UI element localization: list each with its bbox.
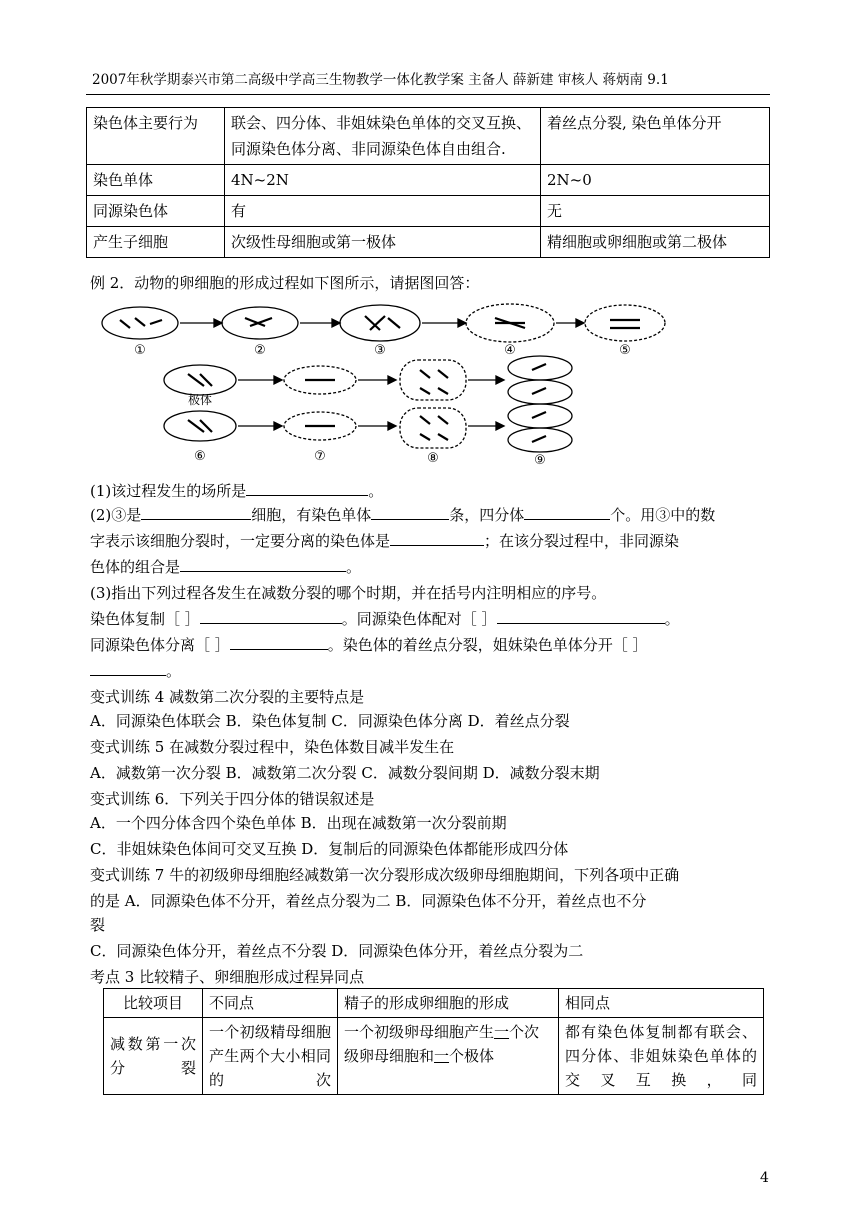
diagram-label: ①	[134, 343, 146, 358]
diagram-label: ⑤	[619, 343, 631, 358]
page-header: 2007年秋学期泰兴市第二高级中学高三生物教学一体化教学案 主备人 薛新建 审核人 蒋炳南 9.1	[92, 72, 669, 88]
variant-7-options: C．同源染色体分开，着丝点不分裂 D．同源染色体分开，着丝点分裂为二	[90, 942, 584, 960]
table-cell: 有	[225, 196, 541, 227]
answer-blank[interactable]	[141, 505, 251, 520]
answer-blank[interactable]	[90, 661, 166, 676]
variant-7-cont: 的是 A．同源染色体不分开，着丝点分裂为二 B．同源染色体不分开，着丝点也不分	[90, 892, 647, 910]
answer-blank[interactable]	[524, 505, 610, 520]
variant-7: 变式训练 7 牛的初级卵母细胞经减数第一次分裂形成次级卵母细胞期间，下列各项中正确	[90, 866, 680, 884]
answer-blank[interactable]	[180, 557, 346, 572]
table-cell: 同源染色体	[87, 196, 225, 227]
diagram-label: ⑧	[427, 451, 439, 466]
variant-6-options: A．一个四分体含四个染色单体 B．出现在减数第一次分裂前期	[90, 814, 507, 832]
table-row	[87, 196, 770, 227]
diagram-label: ⑦	[314, 449, 326, 464]
table-cell: 联会、四分体、非姐妹染色单体的交叉互换、同源染色体分离、非同源染色体自由组合.	[225, 108, 541, 165]
diagram-label: ④	[504, 343, 516, 358]
answer-blank[interactable]	[200, 609, 342, 624]
header-rule	[86, 94, 770, 95]
table-row	[104, 1018, 764, 1095]
table-row	[87, 165, 770, 196]
table-row	[87, 108, 770, 165]
variant-5: 变式训练 5 在减数分裂过程中，染色体数目减半发生在	[90, 738, 455, 756]
variant-7-cont: 裂	[90, 916, 106, 934]
table-cell: 精细胞或卵细胞或第二极体	[541, 227, 770, 258]
table-row	[87, 227, 770, 258]
question-text: 条，四分体	[449, 506, 525, 524]
answer-blank[interactable]	[246, 481, 368, 496]
table-cell: 染色体主要行为	[87, 108, 225, 165]
table-cell: 一个初级卵母细胞产生一个次级卵母细胞和一个极体	[338, 1018, 559, 1095]
oogenesis-diagram	[100, 298, 680, 468]
table-header: 相同点	[559, 989, 764, 1018]
variant-4-options: A．同源染色体联会 B．染色体复制 C．同源染色体分离 D．着丝点分裂	[90, 712, 570, 730]
answer-blank[interactable]	[371, 505, 449, 520]
table-header: 精子的形成卵细胞的形成	[338, 989, 559, 1018]
variant-4: 变式训练 4 减数第二次分裂的主要特点是	[90, 688, 365, 706]
question-text: 。同源染色体配对［ ］	[341, 610, 497, 628]
question-3: (3)指出下列过程各发生在减数分裂的哪个时期，并在括号内注明相应的序号。	[90, 584, 607, 602]
table-header: 不同点	[203, 989, 338, 1018]
question-2	[90, 504, 715, 525]
question-text: 字表示该细胞分裂时，一定要分离的染色体是	[90, 532, 391, 550]
table-cell: 次级性母细胞或第一极体	[225, 227, 541, 258]
question-text: 。染色体的着丝点分裂，姐妹染色单体分开［ ］	[327, 636, 648, 654]
question-text: (2)③是	[90, 506, 142, 524]
question-2-cont	[90, 530, 679, 551]
question-text: ；在该分裂过程中，非同源染	[484, 532, 680, 550]
table-cell: 一个初级精母细胞产生两个大小相同的次	[203, 1018, 338, 1095]
table-cell: 染色单体	[87, 165, 225, 196]
example-2-title: 例 2．动物的卵细胞的形成过程如下图所示，请据图回答：	[90, 274, 480, 292]
table-cell: 着丝点分裂, 染色单体分开	[541, 108, 770, 165]
question-3-items: 。	[90, 660, 181, 681]
question-2-cont: 色体的组合是 。	[90, 558, 362, 576]
question-text: 同源染色体分离［ ］	[90, 636, 230, 654]
diagram-label: ⑨	[534, 453, 546, 468]
page-number: 4	[760, 1170, 769, 1186]
question-text: 细胞，有染色单体	[251, 506, 372, 524]
meiosis-comparison-table	[86, 107, 770, 258]
variant-6-options: C．非姐妹染色体间可交叉互换 D．复制后的同源染色体都能形成四分体	[90, 840, 569, 858]
table-cell: 产生子细胞	[87, 227, 225, 258]
question-text: (1)该过程发生的场所是	[90, 482, 247, 500]
question-text: 染色体复制［ ］	[90, 610, 200, 628]
variant-6: 变式训练 6．下列关于四分体的错误叙述是	[90, 790, 375, 808]
question-text: 色体的组合是	[90, 558, 181, 576]
diagram-label: ②	[254, 343, 266, 358]
diagram-label: ③	[374, 343, 386, 358]
question-text: 个。用③中的数	[610, 506, 716, 524]
variant-5-options: A．减数第一次分裂 B．减数第二次分裂 C．减数分裂间期 D．减数分裂末期	[90, 764, 600, 782]
answer-blank[interactable]	[390, 531, 484, 546]
answer-blank[interactable]	[230, 635, 328, 650]
question-3-items	[90, 634, 648, 655]
table-header-row	[104, 989, 764, 1018]
answer-blank[interactable]	[497, 609, 665, 624]
question-3-items: 染色体复制［ ］ 。同源染色体配对［ ］ 。	[90, 610, 680, 628]
table-cell: 无	[541, 196, 770, 227]
gamete-comparison-table	[103, 988, 764, 1095]
table-cell: 都有染色体复制都有联会、四分体、非姐妹染色单体的交叉互换，同	[559, 1018, 764, 1095]
diagram-label: 极体	[187, 393, 213, 407]
table-cell: 4N~2N	[225, 165, 541, 196]
table-cell: 2N~0	[541, 165, 770, 196]
table-cell: 减数第一次分裂	[104, 1018, 203, 1095]
section-kd3-title: 考点 3 比较精子、卵细胞形成过程异同点	[90, 968, 365, 986]
table-header: 比较项目	[104, 989, 203, 1018]
diagram-label: ⑥	[194, 449, 206, 464]
question-1: (1)该过程发生的场所是 。	[90, 482, 384, 500]
